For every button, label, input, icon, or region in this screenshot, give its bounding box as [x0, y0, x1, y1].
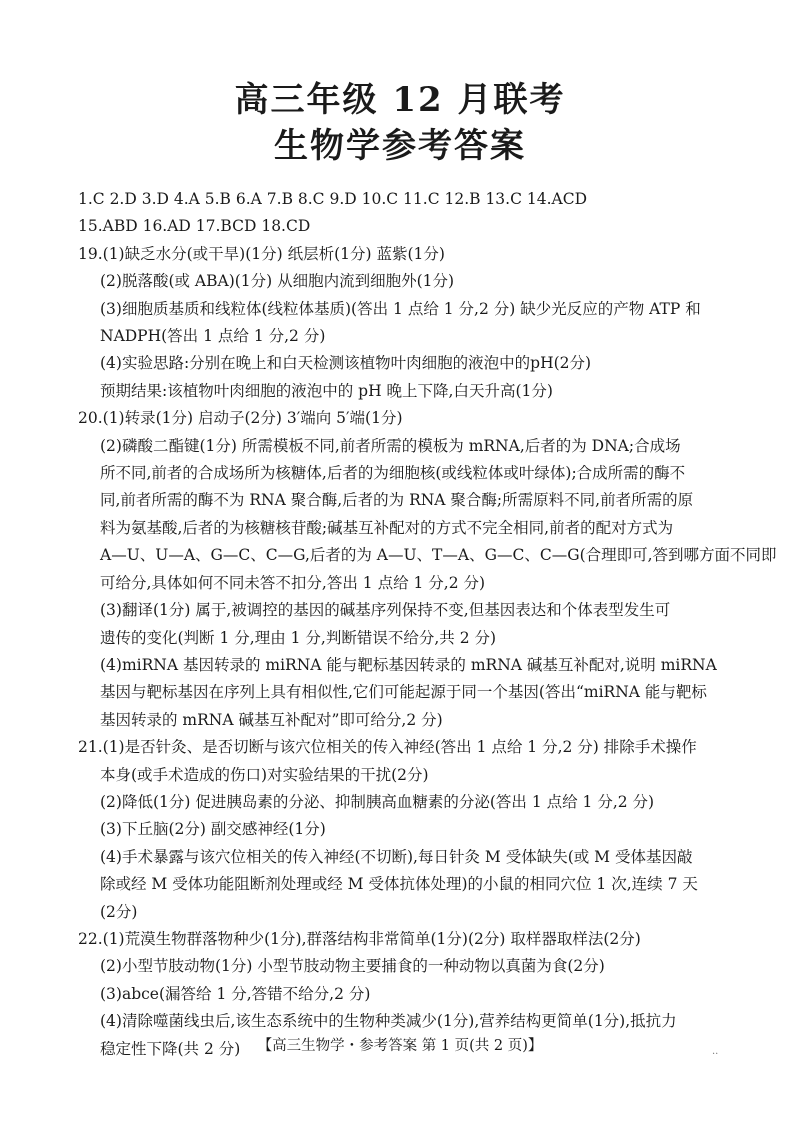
question-19-answer: [0, 241, 800, 405]
answer-title: 生物学参考答案: [274, 126, 526, 166]
answer-line: 稳定性下降(共 2 分): [100, 1039, 241, 1058]
answer-line: (4)手术暴露与该穴位相关的传入神经(不切断),每日针灸 M 受体缺失(或 M 受体基因敲: [100, 847, 693, 866]
answer-line: (2)脱落酸(或 ABA)(1分) 从细胞内流到细胞外(1分): [100, 272, 455, 291]
answer-line: 22.(1)荒漠生物群落物种少(1分),群落结构非常简单(1分)(2分) 取样器取样法(2分): [78, 929, 641, 948]
answer-line: 预期结果:该植物叶肉细胞的液泡中的 pH 晚上下降,白天升高(1分): [100, 381, 553, 400]
answer-line: (4)实验思路:分别在晚上和白天检测该植物叶肉细胞的液泡中的pH(2分): [100, 354, 592, 373]
answer-line: 除或经 M 受体功能阻断剂处理或经 M 受体抗体处理)的小鼠的相同穴位 1 次,连续 7 天: [100, 875, 698, 894]
answer-line: (3)细胞质基质和线粒体(线粒体基质)(答出 1 点给 1 分,2 分) 缺少光反应的产物 ATP 和: [100, 299, 701, 318]
answer-line: (3)翻译(1分) 属于,被调控的基因的碱基序列保持不变,但基因表达和个体表型发生可: [100, 601, 671, 620]
answer-line: 料为氨基酸,后者的为核糖核苷酸;碱基互补配对的方式不完全相同,前者的配对方式为: [100, 518, 674, 537]
answer-line: 遗传的变化(判断 1 分,理由 1 分,判断错误不给分,共 2 分): [100, 628, 497, 647]
answer-line: 19.(1)缺乏水分(或干旱)(1分) 纸层析(1分) 蓝紫(1分): [78, 244, 445, 263]
exam-title: 高三年级 12 月联考: [234, 80, 566, 120]
mc-answers-line-2: 15.ABD 16.AD 17.BCD 18.CD: [78, 217, 311, 236]
answer-line: 21.(1)是否针灸、是否切断与该穴位相关的传入神经(答出 1 点给 1 分,2 分) 排除手术操作: [78, 738, 697, 757]
page-footer: 【高三生物学・参考答案 第 1 页(共 2 页)】: [257, 1038, 543, 1054]
answer-line: A—U、U—A、G—C、C—G,后者的为 A—U、T—A、G—C、C—G(合理即可,答到哪方面不同即: [100, 546, 777, 565]
answer-body: [0, 186, 800, 1063]
answer-line: 20.(1)转录(1分) 启动子(2分) 3′端向 5′端(1分): [78, 409, 403, 428]
answer-line: (2)小型节肢动物(1分) 小型节肢动物主要捕食的一种动物以真菌为食(2分): [100, 957, 605, 976]
question-20-answer: [0, 405, 800, 734]
answer-line: 本身(或手术造成的伤口)对实验结果的干扰(2分): [100, 765, 429, 784]
answer-line: (3)abce(漏答给 1 分,答错不给分,2 分): [100, 984, 371, 1003]
answer-line: 所不同,前者的合成场所为核糖体,后者的为细胞核(或线粒体或叶绿体);合成所需的酶不: [100, 464, 686, 483]
question-21-answer: [0, 734, 800, 926]
answer-line: (4)miRNA 基因转录的 miRNA 能与靶标基因转录的 mRNA 碱基互补配对,说明 miRNA: [100, 655, 717, 674]
answer-line: (2)磷酸二酯键(1分) 所需模板不同,前者所需的模板为 mRNA,后者的为 DNA;合成场: [100, 436, 681, 455]
answer-line: (3)下丘脑(2分) 副交感神经(1分): [100, 820, 326, 839]
answer-line: 基因转录的 mRNA 碱基互补配对”即可给分,2 分): [100, 710, 443, 729]
answer-line: (4)清除噬菌线虫后,该生态系统中的生物种类减少(1分),营养结构更简单(1分),抵抗力: [100, 1012, 677, 1031]
answer-line: NADPH(答出 1 点给 1 分,2 分): [100, 327, 326, 346]
answer-line: 基因与靶标基因在序列上具有相似性,它们可能起源于同一个基因(答出“miRNA 能与靶标: [100, 683, 707, 702]
mc-answers-line-1: 1.C 2.D 3.D 4.A 5.B 6.A 7.B 8.C 9.D 10.C 11.C 12.B 13.C 14.ACD: [78, 190, 588, 208]
answer-line: 同,前者所需的酶不为 RNA 聚合酶,后者的为 RNA 聚合酶;所需原料不同,前者所需的原: [100, 491, 694, 510]
answer-line: 可给分,具体如何不同未答不扣分,答出 1 点给 1 分,2 分): [100, 573, 486, 592]
corner-mark: ..: [712, 1046, 719, 1057]
answer-line: (2分): [100, 902, 138, 921]
answer-line: (2)降低(1分) 促进胰岛素的分泌、抑制胰高血糖素的分泌(答出 1 点给 1 分,2 分): [100, 792, 655, 811]
